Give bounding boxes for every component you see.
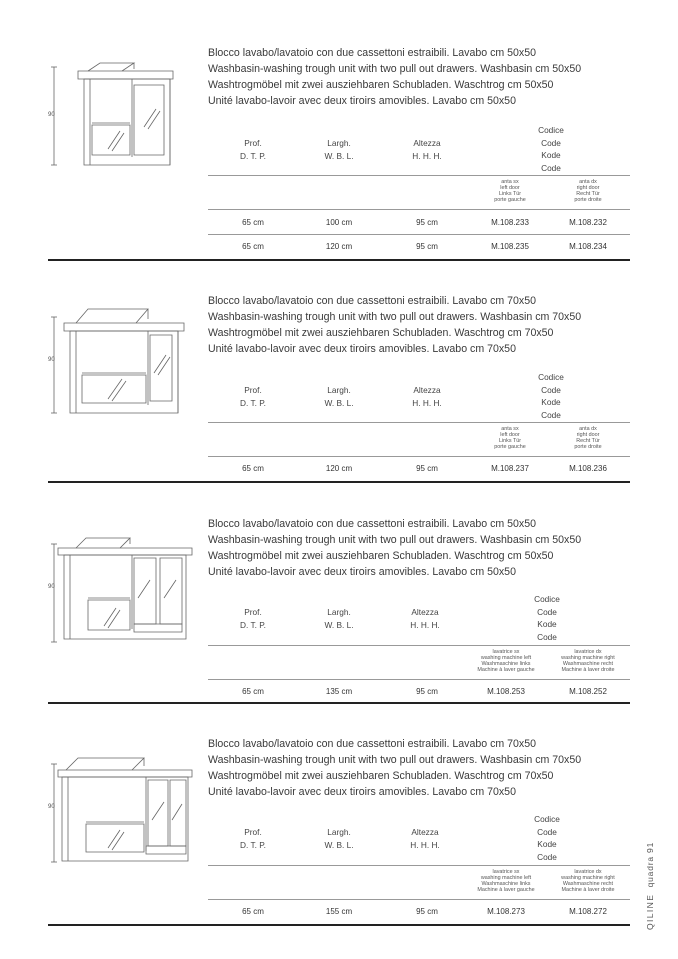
code-right: M.108.236 <box>569 464 607 473</box>
table-rule <box>208 175 630 176</box>
variant-left-label: lavatrice sx washing machine left Washmaschine links Machine à laver gauche <box>477 869 535 893</box>
product-description-2 <box>208 293 581 357</box>
section-divider <box>48 259 630 261</box>
description-en: Washbasin-washing trough unit with two pull out drawers. Washbasin cm 50x50 <box>208 534 582 546</box>
product-description-1 <box>208 45 581 109</box>
product-section-1: 90 Blocco lavabo/lavatoio con due cassettoni estraibili. Lavabo cm 50x50 Washbasin-washing trough unit with two pull out drawers. Washbasin cm 50x50 Washtrogmöbel mit zwei ausziehbaren Schubladen. Waschtrog cm 50x50 Unité lavabo-lavoir avec deux tiroirs amovibles. Lavabo cm 50x50 Prof. D. T. P. Largh. W. B. L. Altezza H. H. H. Codice Code Kode Code anta sx left door Links Tür porte gauche anta dx right door Recht Tür porte droite 65 cm 100 cm 95 cm M.108.233 M.108.232 65 cm 120 cm 95 cm M.108.235 M.108.234 <box>48 45 630 265</box>
header-height: Altezza H. H. H. <box>410 827 440 850</box>
header-width: Largh. W. B. L. <box>324 385 354 408</box>
description-fr: Unité lavabo-lavoir avec deux tiroirs amovibles. Lavabo cm 50x50 <box>208 95 516 107</box>
description-de: Washtrogmöbel mit zwei ausziehbaren Schubladen. Waschtrog cm 50x50 <box>208 79 554 91</box>
product-drawing-2 <box>48 303 198 423</box>
table-rule <box>208 865 630 866</box>
code-right: M.108.272 <box>569 907 607 916</box>
description-it: Blocco lavabo/lavatoio con due cassettoni estraibili. Lavabo cm 70x50 <box>208 295 537 307</box>
product-drawing-3 <box>48 534 198 659</box>
variant-left-label: anta sx left door Links Tür porte gauche <box>494 179 526 203</box>
table-rule <box>208 234 630 235</box>
code-left: M.108.273 <box>487 907 525 916</box>
header-code: Codice Code Kode Code <box>534 814 560 862</box>
dimension-height-label: 90 <box>48 357 55 363</box>
description-fr: Unité lavabo-lavoir avec deux tiroirs amovibles. Lavabo cm 70x50 <box>208 343 516 355</box>
variant-right-label: anta dx right door Recht Tür porte droite <box>574 179 602 203</box>
code-right: M.108.252 <box>569 687 607 696</box>
page-number: 91 <box>645 841 655 853</box>
product-drawing-4 <box>48 754 198 879</box>
section-divider <box>48 702 630 704</box>
product-section-2: 90 Blocco lavabo/lavatoio con due cassettoni estraibili. Lavabo cm 70x50 Washbasin-washing trough unit with two pull out drawers. Washbasin cm 70x50 Washtrogmöbel mit zwei ausziehbaren Schubladen. Waschtrog cm 70x50 Unité lavabo-lavoir avec deux tiroirs amovibles. Lavabo cm 70x50 Prof. D. T. P. Largh. W. B. L. Altezza H. H. H. Codice Code Kode Code anta sx left door Links Tür porte gauche anta dx right door Recht Tür porte droite 65 cm 120 cm 95 cm M.108.237 M.108.236 <box>48 293 630 488</box>
header-code: Codice Code Kode Code <box>538 125 564 173</box>
code-right: M.108.232 <box>569 218 607 227</box>
page-folio <box>643 832 659 932</box>
code-left: M.108.237 <box>491 464 529 473</box>
product-description-3 <box>208 516 581 580</box>
description-en: Washbasin-washing trough unit with two pull out drawers. Washbasin cm 70x50 <box>208 754 582 766</box>
product-description-4 <box>208 736 581 800</box>
code-right: M.108.234 <box>569 242 607 251</box>
description-en: Washbasin-washing trough unit with two pull out drawers. Washbasin cm 50x50 <box>208 63 582 75</box>
description-de: Washtrogmöbel mit zwei ausziehbaren Schubladen. Waschtrog cm 50x50 <box>208 550 554 562</box>
section-divider <box>48 924 630 926</box>
code-left: M.108.235 <box>491 242 529 251</box>
header-code: Codice Code Kode Code <box>538 372 564 420</box>
dimension-height-label: 90 <box>48 804 55 810</box>
variant-right-label: lavatrice dx washing machine right Washmaschine recht Machine à laver droite <box>561 869 615 893</box>
code-left: M.108.233 <box>491 218 529 227</box>
header-height: Altezza H. H. H. <box>412 385 442 408</box>
table-rule <box>208 899 630 900</box>
header-depth: Prof. D. T. P. <box>240 138 266 161</box>
header-depth: Prof. D. T. P. <box>240 385 266 408</box>
description-de: Washtrogmöbel mit zwei ausziehbaren Schubladen. Waschtrog cm 70x50 <box>208 327 554 339</box>
header-width: Largh. W. B. L. <box>324 138 354 161</box>
collection-name: quadra <box>645 856 655 888</box>
product-section-4: 90 Blocco lavabo/lavatoio con due cassettoni estraibili. Lavabo cm 70x50 Washbasin-washing trough unit with two pull out drawers. Washbasin cm 70x50 Washtrogmöbel mit zwei ausziehbaren Schubladen. Waschtrog cm 70x50 Unité lavabo-lavoir avec deux tiroirs amovibles. Lavabo cm 70x50 Prof. D. T. P. Largh. W. B. L. Altezza H. H. H. Codice Code Kode Code lavatrice sx washing machine left Washmaschine links Machine à laver gauche lavatrice dx washing machine right Washmaschine recht Machine à laver droite 65 cm 155 cm 95 cm M.108.273 M.108.272 <box>48 736 630 931</box>
dimension-height-label: 90 <box>48 112 55 118</box>
table-rule <box>208 645 630 646</box>
variant-left-label: anta sx left door Links Tür porte gauche <box>494 426 526 450</box>
code-left: M.108.253 <box>487 687 525 696</box>
description-fr: Unité lavabo-lavoir avec deux tiroirs amovibles. Lavabo cm 50x50 <box>208 566 516 578</box>
dimension-height-label: 90 <box>48 584 55 590</box>
header-code: Codice Code Kode Code <box>534 594 560 642</box>
header-width: Largh. W. B. L. <box>324 827 354 850</box>
brand-name: QILINE <box>645 893 655 930</box>
description-fr: Unité lavabo-lavoir avec deux tiroirs amovibles. Lavabo cm 70x50 <box>208 786 516 798</box>
header-depth: Prof. D. T. P. <box>240 607 266 630</box>
table-rule <box>208 679 630 680</box>
table-rule <box>208 456 630 457</box>
description-de: Washtrogmöbel mit zwei ausziehbaren Schubladen. Waschtrog cm 70x50 <box>208 770 554 782</box>
variant-right-label: anta dx right door Recht Tür porte droite <box>574 426 602 450</box>
description-it: Blocco lavabo/lavatoio con due cassettoni estraibili. Lavabo cm 50x50 <box>208 47 537 59</box>
product-section-3: 90 Blocco lavabo/lavatoio con due cassettoni estraibili. Lavabo cm 50x50 Washbasin-washing trough unit with two pull out drawers. Washbasin cm 50x50 Washtrogmöbel mit zwei ausziehbaren Schubladen. Waschtrog cm 50x50 Unité lavabo-lavoir avec deux tiroirs amovibles. Lavabo cm 50x50 Prof. D. T. P. Largh. W. B. L. Altezza H. H. H. Codice Code Kode Code lavatrice sx washing machine left Washmaschine links Machine à laver gauche lavatrice dx washing machine right Washmaschine recht Machine à laver droite 65 cm 135 cm 95 cm M.108.253 M.108.252 <box>48 516 630 711</box>
product-drawing-1 <box>48 57 198 177</box>
header-height: Altezza H. H. H. <box>410 607 440 630</box>
description-it: Blocco lavabo/lavatoio con due cassettoni estraibili. Lavabo cm 50x50 <box>208 518 537 530</box>
header-depth: Prof. D. T. P. <box>240 827 266 850</box>
header-width: Largh. W. B. L. <box>324 607 354 630</box>
header-height: Altezza H. H. H. <box>412 138 442 161</box>
description-it: Blocco lavabo/lavatoio con due cassettoni estraibili. Lavabo cm 70x50 <box>208 738 537 750</box>
table-rule <box>208 422 630 423</box>
variant-right-label: lavatrice dx washing machine right Washmaschine recht Machine à laver droite <box>561 649 615 673</box>
variant-left-label: lavatrice sx washing machine left Washmaschine links Machine à laver gauche <box>477 649 535 673</box>
description-en: Washbasin-washing trough unit with two pull out drawers. Washbasin cm 70x50 <box>208 311 582 323</box>
table-rule <box>208 209 630 210</box>
section-divider <box>48 481 630 483</box>
